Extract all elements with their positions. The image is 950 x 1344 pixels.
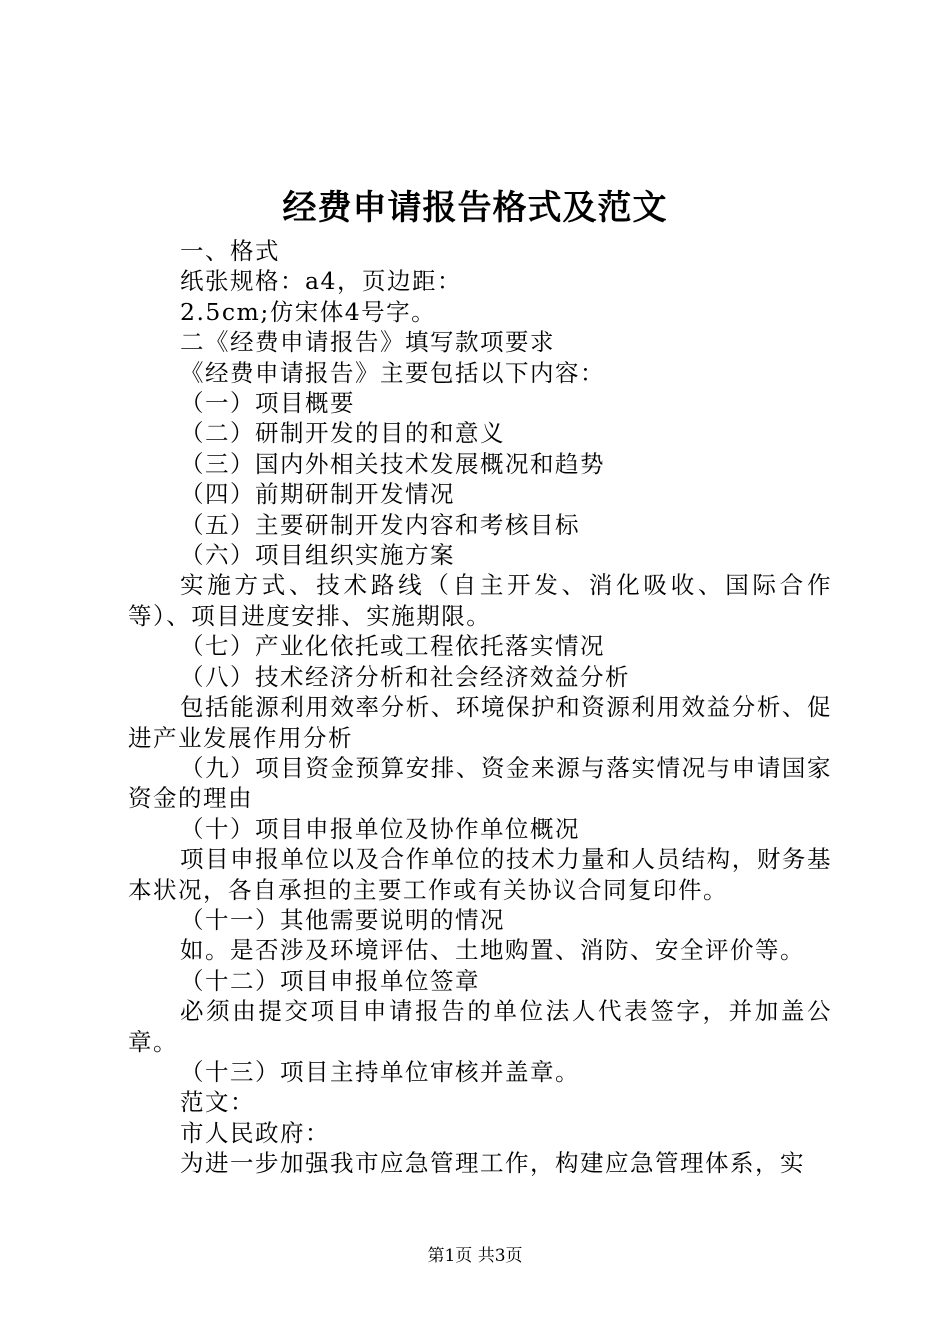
list-item: （十二）项目申报单位签章 <box>180 966 480 995</box>
document-body <box>128 236 832 1179</box>
list-item: （三）国内外相关技术发展概况和趋势 <box>180 449 605 478</box>
text-line: 范文： <box>180 1088 255 1117</box>
list-item: （二）研制开发的目的和意义 <box>180 419 505 448</box>
list-item: （六）项目组织实施方案 <box>180 541 455 570</box>
list-item: （七）产业化依托或工程依托落实情况 <box>180 632 605 661</box>
text-line: 如。是否涉及环境评估、土地购置、消防、安全评价等。 <box>180 936 805 965</box>
paragraph: 项目申报单位以及合作单位的技术力量和人员结构，财务基本状况，各自承担的主要工作或有关协议合同复印件。 <box>128 845 832 904</box>
paragraph: 实施方式、技术路线（自主开发、消化吸收、国际合作等）、项目进度安排、实施期限。 <box>128 571 832 630</box>
list-item: （一）项目概要 <box>180 389 355 418</box>
salutation: 市人民政府： <box>180 1118 330 1147</box>
page-footer: 第1页 共3页 <box>427 1246 523 1266</box>
text-line: 《经费申请报告》主要包括以下内容： <box>180 358 605 387</box>
paragraph: 包括能源利用效率分析、环境保护和资源利用效益分析、促进产业发展作用分析 <box>128 693 832 752</box>
list-item: （八）技术经济分析和社会经济效益分析 <box>180 662 630 691</box>
list-item: （十三）项目主持单位审核并盖章。 <box>180 1057 580 1086</box>
list-item: （五）主要研制开发内容和考核目标 <box>180 510 580 539</box>
section-heading: 一、格式 <box>180 237 280 265</box>
list-item: （四）前期研制开发情况 <box>180 480 455 509</box>
list-item: （十）项目申报单位及协作单位概况 <box>180 814 580 843</box>
text-line: 纸张规格：a4，页边距： <box>180 267 462 296</box>
document-title: 经费申请报告格式及范文 <box>282 188 668 228</box>
list-item: （十一）其他需要说明的情况 <box>180 905 505 934</box>
text-line: 2.5cm;仿宋体4号字。 <box>180 297 437 326</box>
paragraph: 必须由提交项目申请报告的单位法人代表签字，并加盖公章。 <box>128 997 832 1056</box>
section-heading: 二《经费申请报告》填写款项要求 <box>180 328 555 357</box>
text-line: 为进一步加强我市应急管理工作，构建应急管理体系，实 <box>180 1149 805 1178</box>
list-item: （九）项目资金预算安排、资金来源与落实情况与申请国家资金的理由 <box>128 753 832 813</box>
